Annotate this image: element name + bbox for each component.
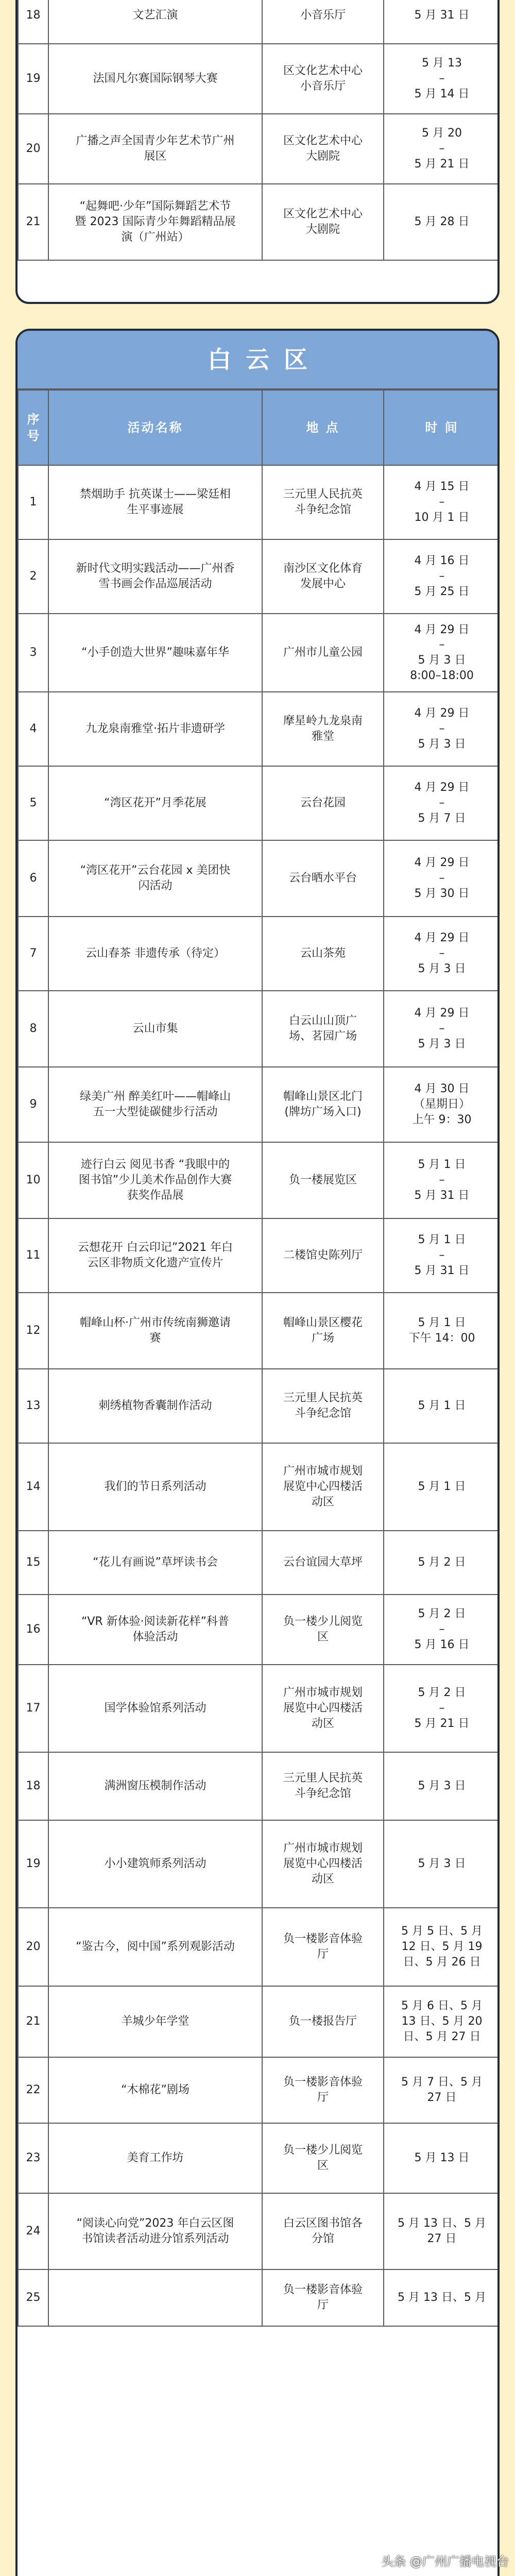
activity-name: “鉴古今，阅中国”系列观影活动 [48, 1908, 262, 1986]
activity-place: 云台晒水平台 [262, 840, 384, 917]
activity-place: 二楼馆史陈列厅 [262, 1218, 384, 1293]
table-row [18, 766, 500, 840]
table-row [18, 1142, 500, 1218]
table-row [18, 2193, 500, 2269]
row-number: 18 [18, 1752, 48, 1820]
table-row [18, 44, 500, 114]
row-number: 9 [18, 1067, 48, 1142]
activity-place: 小音乐厅 [262, 0, 384, 44]
table-header-row [18, 390, 500, 465]
table-row [18, 1986, 500, 2057]
district-title: 白云区 [18, 331, 497, 389]
activity-name: “湾区花开”云台花园 x 美团快 闪活动 [48, 840, 262, 917]
activity-time: 4 月 29 日 – 5 月 3 日 8:00–18:00 [384, 614, 500, 692]
row-number: 17 [18, 1665, 48, 1752]
activity-name: 帽峰山杯·广州市传统南狮邀请 赛 [48, 1293, 262, 1369]
activity-time: 5 月 13 日、5 月 27 日 [384, 2193, 500, 2269]
table-row [18, 1595, 500, 1665]
table-row [18, 840, 500, 917]
activity-time: 5 月 7 日、5 月 27 日 [384, 2057, 500, 2123]
activity-place: 负一楼影音体验 厅 [262, 2269, 384, 2326]
table-row [18, 1067, 500, 1142]
activity-name: 我们的节日系列活动 [48, 1443, 262, 1531]
header-name: 活动名称 [48, 390, 262, 465]
header-place: 地 点 [262, 390, 384, 465]
activity-name: 云山春茶 非遗传承（待定） [48, 917, 262, 991]
row-number: 20 [18, 114, 48, 184]
activity-name: 法国凡尔赛国际钢琴大赛 [48, 44, 262, 114]
previous-district-card [15, 0, 500, 304]
activity-place: 广州市儿童公园 [262, 614, 384, 692]
table-row [18, 692, 500, 766]
table-row [18, 1369, 500, 1443]
activity-name: “花儿有画说”草坪读书会 [48, 1531, 262, 1595]
row-number: 11 [18, 1218, 48, 1293]
activity-name: “VR 新体验·阅读新花样”科普 体验活动 [48, 1595, 262, 1665]
activity-place: 区文化艺术中心 大剧院 [262, 114, 384, 184]
activity-time: 5 月 5 日、5 月 12 日、5 月 19 日、5 月 26 日 [384, 1908, 500, 1986]
activity-time: 5 月 28 日 [384, 184, 500, 260]
activity-name: “阅读心向党”2023 年白云区图 书馆读者活动进分馆系列活动 [48, 2193, 262, 2269]
activity-time: 5 月 6 日、5 月 13 日、5 月 20 日、5 月 27 日 [384, 1986, 500, 2057]
row-number: 24 [18, 2193, 48, 2269]
table-row [18, 114, 500, 184]
activity-name: “起舞吧·少年”国际舞蹈艺术节 暨 2023 国际青少年舞蹈精品展 演（广州站） [48, 184, 262, 260]
activity-place: 区文化艺术中心 大剧院 [262, 184, 384, 260]
activity-name: 云山市集 [48, 991, 262, 1067]
activity-name [48, 2269, 262, 2326]
table-row [18, 2057, 500, 2123]
row-number: 15 [18, 1531, 48, 1595]
table-row [18, 0, 500, 44]
activity-name: 九龙泉南雅堂·拓片非遗研学 [48, 692, 262, 766]
table-row [18, 1665, 500, 1752]
table-row [18, 1752, 500, 1820]
table-row [18, 614, 500, 692]
row-number: 21 [18, 1986, 48, 2057]
row-number: 5 [18, 766, 48, 840]
activity-time: 4 月 29 日 – 5 月 3 日 [384, 991, 500, 1067]
row-number: 19 [18, 44, 48, 114]
activity-time: 4 月 29 日 – 5 月 3 日 [384, 692, 500, 766]
previous-district-table [18, 0, 500, 261]
activity-time: 5 月 2 日 – 5 月 21 日 [384, 1665, 500, 1752]
row-number: 3 [18, 614, 48, 692]
activity-name: “木棉花”剧场 [48, 2057, 262, 2123]
activity-place: 云台谊园大草坪 [262, 1531, 384, 1595]
activity-name: 羊城少年学堂 [48, 1986, 262, 2057]
watermark: 头条 @广州广播电视台 [381, 2554, 509, 2569]
table-row [18, 1908, 500, 1986]
table-row [18, 539, 500, 614]
activity-place: 广州市城市规划 展览中心四楼活 动区 [262, 1665, 384, 1752]
table-row [18, 184, 500, 260]
row-number: 25 [18, 2269, 48, 2326]
activity-time: 5 月 3 日 [384, 1820, 500, 1908]
row-number: 12 [18, 1293, 48, 1369]
activity-time: 5 月 2 日 [384, 1531, 500, 1595]
activity-table [18, 389, 500, 2327]
row-number: 18 [18, 0, 48, 44]
activity-place: 区文化艺术中心 小音乐厅 [262, 44, 384, 114]
activity-name: 刺绣植物香囊制作活动 [48, 1369, 262, 1443]
row-number: 21 [18, 184, 48, 260]
activity-place: 三元里人民抗英 斗争纪念馆 [262, 465, 384, 539]
header-no: 序 号 [18, 390, 48, 465]
row-number: 23 [18, 2123, 48, 2193]
activity-name: “湾区花开”月季花展 [48, 766, 262, 840]
row-number: 7 [18, 917, 48, 991]
table-row [18, 1531, 500, 1595]
table-row [18, 1820, 500, 1908]
row-number: 2 [18, 539, 48, 614]
header-time: 时 间 [384, 390, 500, 465]
table-row [18, 2123, 500, 2193]
activity-place: 白云区图书馆各 分馆 [262, 2193, 384, 2269]
row-number: 1 [18, 465, 48, 539]
row-number: 4 [18, 692, 48, 766]
activity-name: 新时代文明实践活动——广州香 雪书画会作品巡展活动 [48, 539, 262, 614]
activity-name: 文艺汇演 [48, 0, 262, 44]
activity-name: 禁烟助手 抗英谋士——梁廷相 生平事迹展 [48, 465, 262, 539]
district-card [15, 329, 500, 2576]
activity-place: 三元里人民抗英 斗争纪念馆 [262, 1752, 384, 1820]
table-row [18, 465, 500, 539]
activity-place: 帽峰山景区北门 (牌坊广场入口) [262, 1067, 384, 1142]
activity-place: 负一楼影音体验 厅 [262, 1908, 384, 1986]
activity-name: 满洲窗压模制作活动 [48, 1752, 262, 1820]
activity-time: 5 月 1 日 [384, 1443, 500, 1531]
activity-place: 负一楼展览区 [262, 1142, 384, 1218]
activity-time: 5 月 1 日 – 5 月 31 日 [384, 1142, 500, 1218]
activity-place: 帽峰山景区樱花 广场 [262, 1293, 384, 1369]
activity-time: 5 月 20 – 5 月 21 日 [384, 114, 500, 184]
row-number: 10 [18, 1142, 48, 1218]
activity-time: 4 月 30 日 （星期日） 上午 9：30 [384, 1067, 500, 1142]
activity-time: 4 月 29 日 – 5 月 7 日 [384, 766, 500, 840]
row-number: 19 [18, 1820, 48, 1908]
activity-place: 云山茶苑 [262, 917, 384, 991]
activity-place: 摩星岭九龙泉南 雅堂 [262, 692, 384, 766]
activity-time: 4 月 29 日 – 5 月 30 日 [384, 840, 500, 917]
activity-name: 广播之声全国青少年艺术节广州 展区 [48, 114, 262, 184]
activity-place: 负一楼报告厅 [262, 1986, 384, 2057]
activity-place: 三元里人民抗英 斗争纪念馆 [262, 1369, 384, 1443]
activity-time: 4 月 29 日 – 5 月 3 日 [384, 917, 500, 991]
activity-name: 美育工作坊 [48, 2123, 262, 2193]
row-number: 22 [18, 2057, 48, 2123]
activity-name: 绿美广州 醉美红叶——帽峰山 五一大型徒碳健步行活动 [48, 1067, 262, 1142]
activity-time: 5 月 3 日 [384, 1752, 500, 1820]
activity-time: 5 月 13 日 [384, 2123, 500, 2193]
activity-time: 5 月 1 日 [384, 1369, 500, 1443]
activity-name: 云想花开 白云印记”2021 年白 云区非物质文化遗产宣传片 [48, 1218, 262, 1293]
activity-place: 云台花园 [262, 766, 384, 840]
activity-time: 4 月 16 日 – 5 月 25 日 [384, 539, 500, 614]
activity-name: 迹行白云 阅见书香 “我眼中的 图书馆”少儿美术作品创作大赛 获奖作品展 [48, 1142, 262, 1218]
activity-place: 广州市城市规划 展览中心四楼活 动区 [262, 1820, 384, 1908]
row-number: 16 [18, 1595, 48, 1665]
activity-place: 广州市城市规划 展览中心四楼活 动区 [262, 1443, 384, 1531]
table-row [18, 991, 500, 1067]
table-row [18, 1218, 500, 1293]
activity-place: 南沙区文化体育 发展中心 [262, 539, 384, 614]
table-row [18, 2269, 500, 2326]
table-row [18, 917, 500, 991]
activity-time: 5 月 13 – 5 月 14 日 [384, 44, 500, 114]
row-number: 13 [18, 1369, 48, 1443]
table-row [18, 1293, 500, 1369]
row-number: 8 [18, 991, 48, 1067]
activity-name: “小手创造大世界”趣味嘉年华 [48, 614, 262, 692]
row-number: 6 [18, 840, 48, 917]
activity-place: 负一楼影音体验 厅 [262, 2057, 384, 2123]
activity-time: 5 月 1 日 下午 14：00 [384, 1293, 500, 1369]
activity-place: 负一楼少儿阅览 区 [262, 2123, 384, 2193]
table-row [18, 1443, 500, 1531]
activity-name: 小小建筑师系列活动 [48, 1820, 262, 1908]
activity-name: 国学体验馆系列活动 [48, 1665, 262, 1752]
row-number: 20 [18, 1908, 48, 1986]
activity-place: 白云山山顶广 场、茗园广场 [262, 991, 384, 1067]
activity-time: 5 月 2 日 – 5 月 16 日 [384, 1595, 500, 1665]
activity-place: 负一楼少儿阅览 区 [262, 1595, 384, 1665]
activity-time: 5 月 13 日、5 月 [384, 2269, 500, 2326]
activity-time: 4 月 15 日 – 10 月 1 日 [384, 465, 500, 539]
activity-time: 5 月 31 日 [384, 0, 500, 44]
row-number: 14 [18, 1443, 48, 1531]
activity-time: 5 月 1 日 – 5 月 31 日 [384, 1218, 500, 1293]
